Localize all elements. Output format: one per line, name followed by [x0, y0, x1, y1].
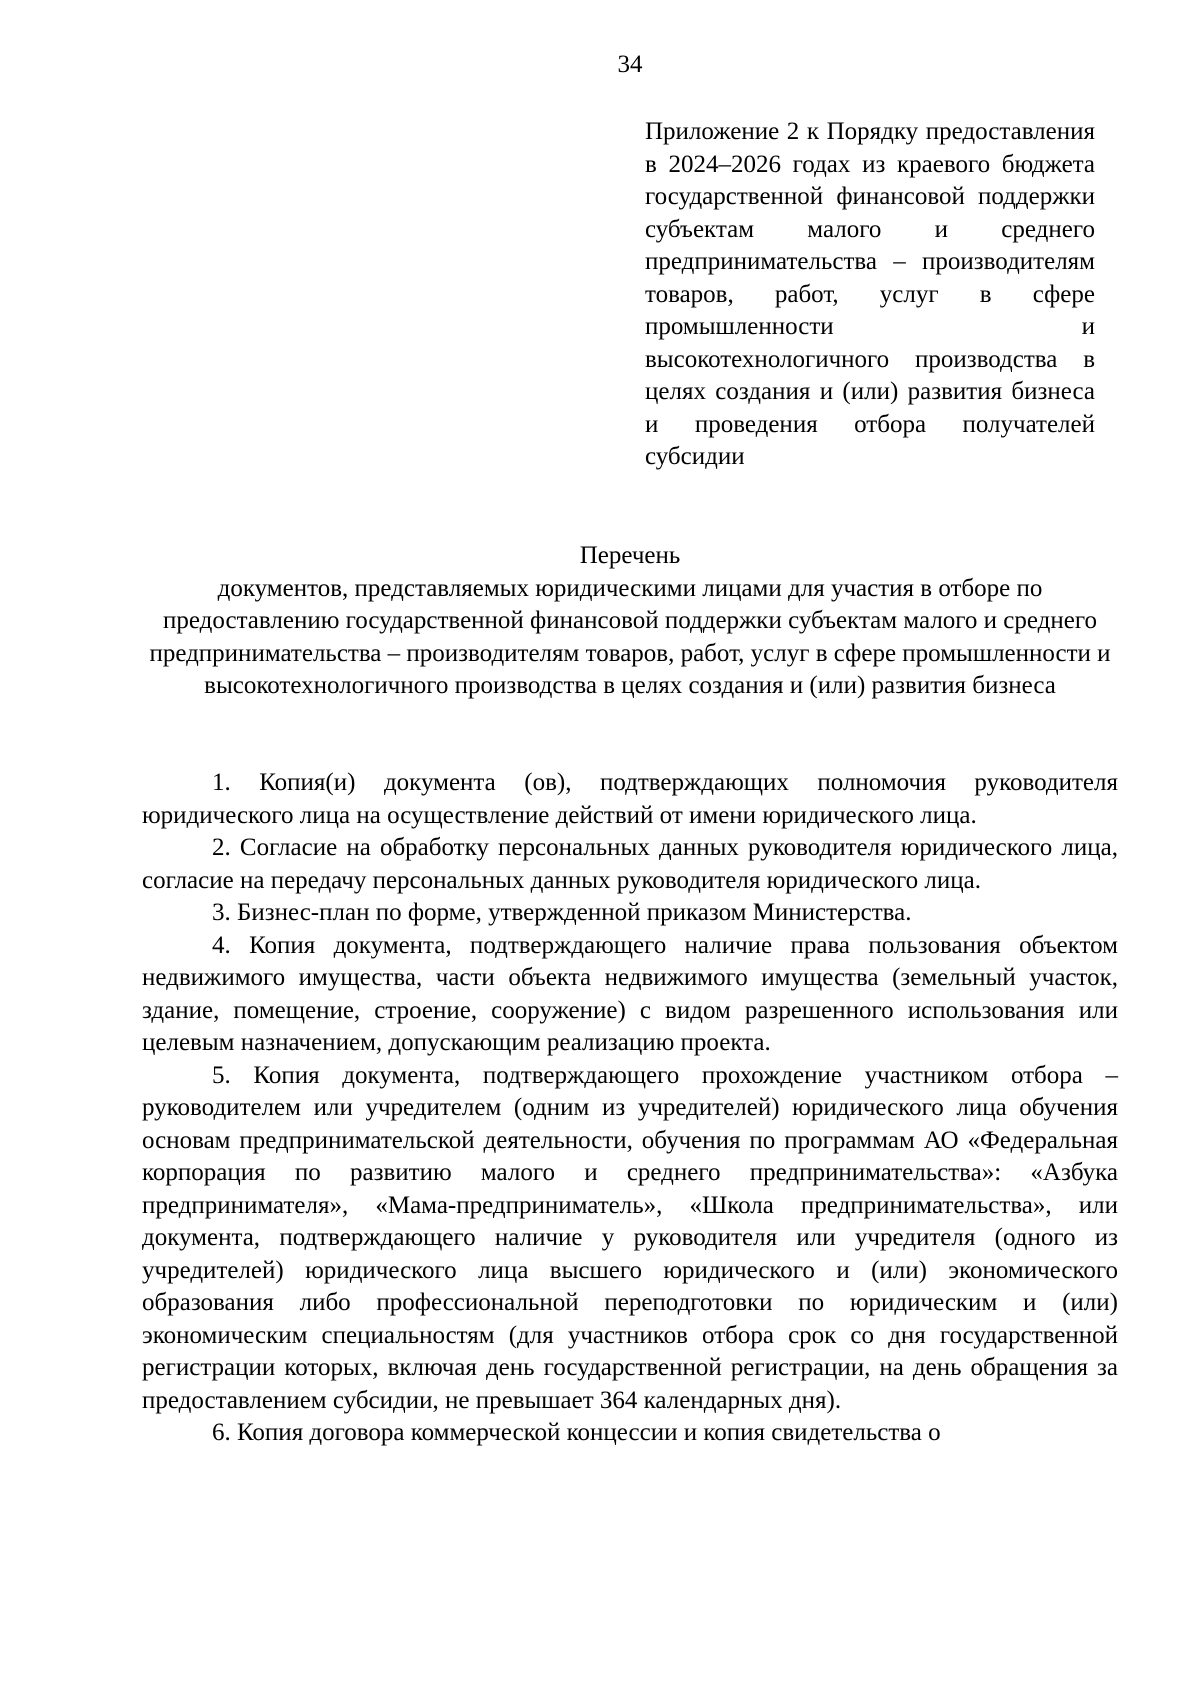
list-item: 2. Согласие на обработку персональных данных руководителя юридического лица, согласие на передачу персональных данных руководителя юридического лица.	[142, 834, 1118, 894]
list-item: 5. Копия документа, подтверждающего прохождение участником отбора – руководителем или учредителем (одним из учредителей) юридического лица обучения основам предпринимательской деятельности, обучения по программам АО «Федеральная корпорация по развитию малого и среднего предпринимательства»: «Азбука предпринимателя», «Мама-предприниматель», «Школа предпринимательства», или документа, подтверждающего наличие у руководителя или учредителя (одного из учредителей) юридического лица высшего юридического и (или) экономического образования либо профессиональной переподготовки по юридическим и (или) экономическим специальностям (для участников отбора срок со дня государственной регистрации которых, включая день государственной регистрации, на день обращения за предоставлением субсидии, не превышает 364 календарных дня).	[142, 1061, 1118, 1414]
document-list	[142, 767, 1118, 1450]
list-item: 1. Копия(и) документа (ов), подтверждающих полномочия руководителя юридического лица на осуществление действий от имени юридического лица.	[142, 769, 1118, 829]
appendix-note: Приложение 2 к Порядку предоставления в 2024–2026 годах из краевого бюджета государственной финансовой поддержки субъектам малого и среднего предпринимательства – производителям товаров, работ, услуг в сфере промышленности и высокотехнологичного производства в целях создания и (или) развития бизнеса и проведения отбора получателей субсидии	[645, 118, 1095, 470]
document-title-block	[140, 540, 1120, 703]
list-item: 6. Копия договора коммерческой концессии и копия свидетельства о	[212, 1419, 941, 1446]
page-number: 34	[617, 51, 643, 78]
document-subtitle: документов, представляемых юридическими лицами для участия в отборе по предоставлению государственной финансовой поддержки субъектам малого и среднего предпринимательства – производителям товаров, работ, услуг в сфере промышленности и высокотехнологичного производства в целях создания и (или) развития бизнеса	[149, 574, 1111, 699]
document-heading: Перечень	[579, 542, 681, 569]
list-item: 4. Копия документа, подтверждающего наличие права пользования объектом недвижимого имущества, части объекта недвижимого имущества (земельный участок, здание, помещение, строение, сооружение) с видом разрешенного использования или целевым назначением, допускающим реализацию проекта.	[142, 931, 1118, 1056]
list-item: 3. Бизнес-план по форме, утвержденной приказом Министерства.	[212, 899, 912, 926]
